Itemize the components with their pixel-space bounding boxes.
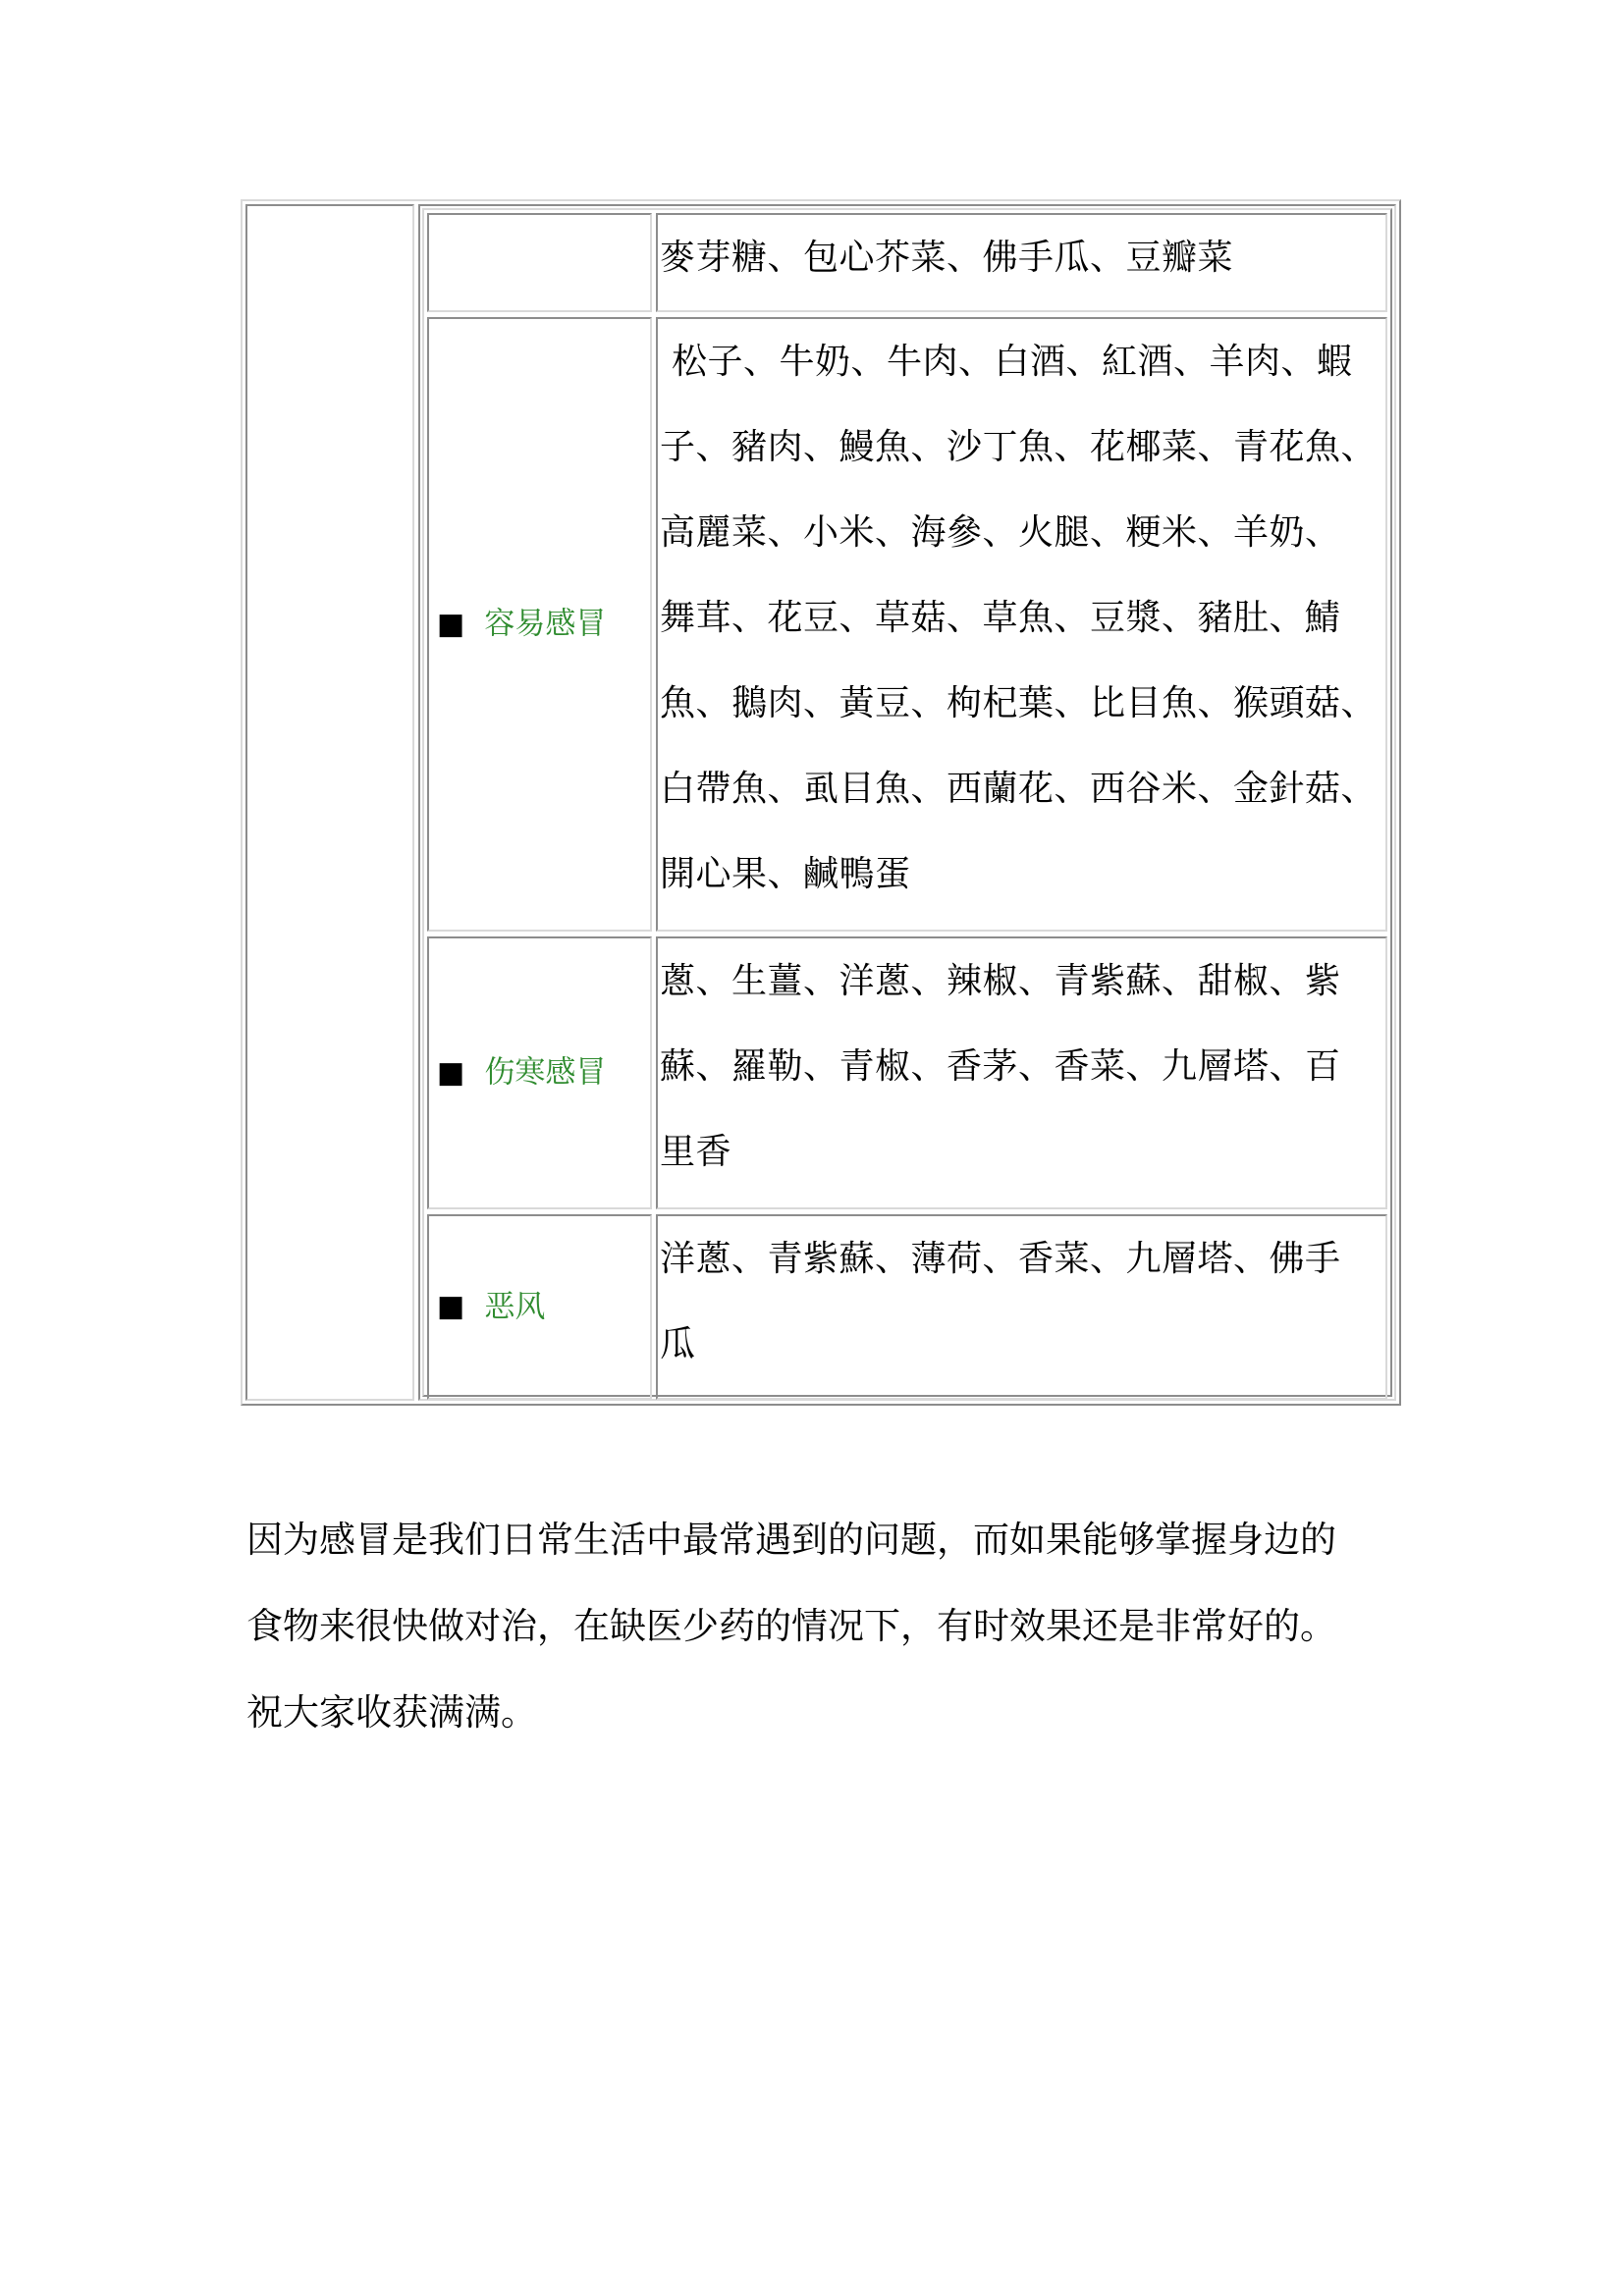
closing-paragraph: 因为感冒是我们日常生活中最常遇到的问题，而如果能够掌握身边的 食物来很快做对治，在缺医少药的情况下，有时效果还是非常好的。 祝大家收获满满。 [246, 1519, 1336, 1734]
table-row [424, 936, 1390, 1209]
row-content-cell [656, 213, 1387, 312]
square-bullet-icon: ■ [437, 1055, 465, 1090]
square-bullet-icon: ■ [437, 607, 465, 641]
table-row [424, 1214, 1390, 1400]
category-label: 恶风 [484, 1289, 546, 1324]
outer-left-cell [245, 204, 414, 1401]
row-label-cell [427, 936, 652, 1209]
food-list: 洋蔥、青紫蘇、薄荷、香菜、九層塔、佛手 瓜 [660, 1239, 1341, 1364]
inner-table [422, 208, 1392, 1397]
food-list: 麥芽糖、包心芥菜、佛手瓜、豆瓣菜 [660, 238, 1234, 278]
category-label: 伤寒感冒 [484, 1054, 607, 1091]
row-label-cell [427, 213, 652, 312]
row-label-cell [427, 1214, 652, 1400]
row-content-cell [656, 317, 1387, 932]
row-content-cell [656, 936, 1387, 1209]
food-table [241, 199, 1401, 1406]
row-label-cell [427, 317, 652, 932]
square-bullet-icon: ■ [437, 1289, 465, 1324]
food-list: 蔥、生薑、洋蔥、辣椒、青紫蘇、甜椒、紫 蘇、羅勒、青椒、香茅、香菜、九層塔、百 里香 [660, 961, 1341, 1172]
category-label: 容易感冒 [484, 606, 607, 642]
table-row [424, 213, 1390, 312]
row-content-cell [656, 1214, 1387, 1400]
outer-right-cell [418, 204, 1396, 1401]
table-row [424, 317, 1390, 932]
food-list: 松子、牛奶、牛肉、白酒、紅酒、羊肉、蝦 子、豬肉、鰻魚、沙丁魚、花椰菜、青花魚、 高麗菜、小米、海參、火腿、粳米、羊奶、 舞茸、花豆、草菇、草魚、豆漿、豬肚、鯖 魚、鵝肉、黃豆、枸杞葉、比目魚、猴頭菇、 白帶魚、虱目魚、西蘭花、西谷米、金針菇、 開心果、鹹鴨蛋 [660, 342, 1378, 894]
